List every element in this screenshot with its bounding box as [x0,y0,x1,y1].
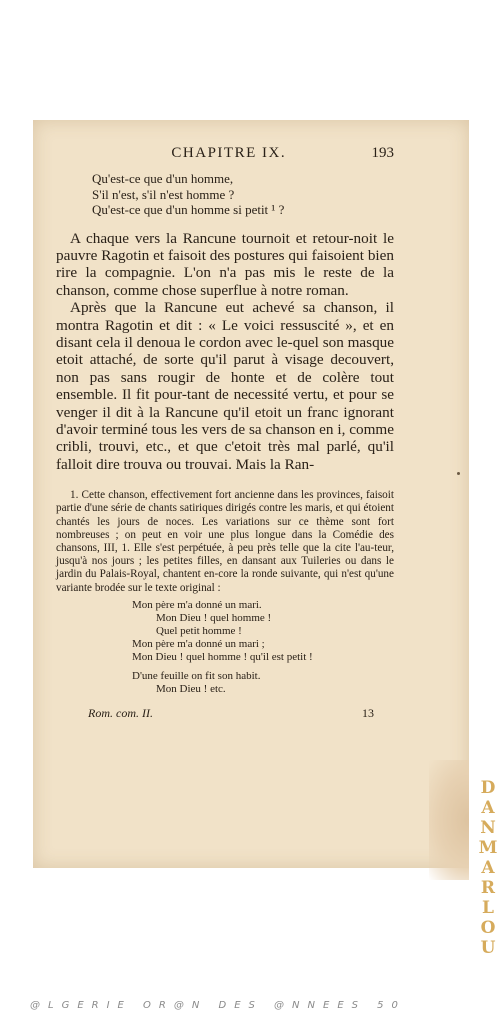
paragraph: Après que la Rancune eut achevé sa chanson, il montra Ragotin et dit : « Le voici ressuscité », et en disant cela il denoua le cordon avec le-quel son masque etoit attaché, de sorte qu'il parut à visage decouvert, non pas sans rougir de honte et de colère tout ensemble. Il fit pour-tant de necessité vertu, et pour se venger il dit à la Rancune qu'il etoit un franc ignorant d'avoir terminé tous les vers de sa chanson en i, comme cribli, trouvi, etc., et que c'etoit très mal parlé, qu'il falloit dire trouva ou trouvai. Mais la Ran- [56,299,394,473]
verse-block [56,171,394,218]
watermark-letter: A [481,858,495,878]
verse-line: Qu'est-ce que d'un homme si petit ¹ ? [92,202,285,217]
song-line: Mon père m'a donné un mari ; [132,637,265,650]
page-text [56,145,394,721]
watermark-letter: L [482,898,494,918]
song-line: Mon Dieu ! quel homme ! qu'il est petit ! [132,650,313,663]
paragraph: A chaque vers la Rancune tournoit et retour-noit le pauvre Ragotin et faisoit des postures qui faisoient bien rire la compagnie. L'on n'a pas mis le reste de la chanson, comme chose superflue à notre roman. [56,229,394,299]
watermark-letter: M [478,838,498,858]
sheet-number: 13 [362,705,374,720]
song-line: Mon Dieu ! quel homme ! [156,611,272,624]
chapter-title: CHAPITRE IX. [171,145,287,161]
song-line: Mon père m'a donné un mari. [132,598,262,611]
watermark-letter: O [480,918,496,938]
song-line: Quel petit homme ! [156,624,242,637]
watermark-letter: D [480,778,496,798]
footnote [56,489,394,595]
watermark-letter: U [480,938,496,958]
page-footer [56,706,394,721]
verse-line: Qu'est-ce que d'un homme, [92,171,234,186]
page-stain [429,760,469,880]
watermark-letter: R [480,878,496,898]
watermark-letter: N [480,818,496,838]
body-text [56,230,394,474]
bottom-watermark: @LGERIE OR@N DES @NNEES 50 [30,1000,406,1011]
running-header [56,145,394,169]
vertical-watermark [478,778,498,958]
song-block [132,599,394,696]
page-number: 193 [371,145,394,161]
verse-line: S'il n'est, s'il n'est homme ? [92,186,235,202]
ink-speck [457,472,460,475]
signature-mark: Rom. com. II. [88,705,153,720]
footnote-text: 1. Cette chanson, effectivement fort ancienne dans les provinces, faisoit partie d'une série de chants satiriques dirigés contre les maris, et qui étoient chantés les jours de noces. Les variations sur ce thème sont fort nombreuses ; on peut en voir une plus longue dans la Comédie des chansons, III, 1. Elle s'est perpétuée, à peu près telle que la cite l'au-teur, jusqu'à nos jours ; les petites filles, en dansant aux Tuileries ou dans le jardin du Palais-Royal, chantent en-core la ronde suivante, qui n'est qu'une variante brodée sur le texte original : [56,489,394,594]
song-line: Mon Dieu ! etc. [156,682,226,695]
song-line: D'une feuille on fit son habit. [132,669,261,682]
watermark-letter: A [481,798,495,818]
